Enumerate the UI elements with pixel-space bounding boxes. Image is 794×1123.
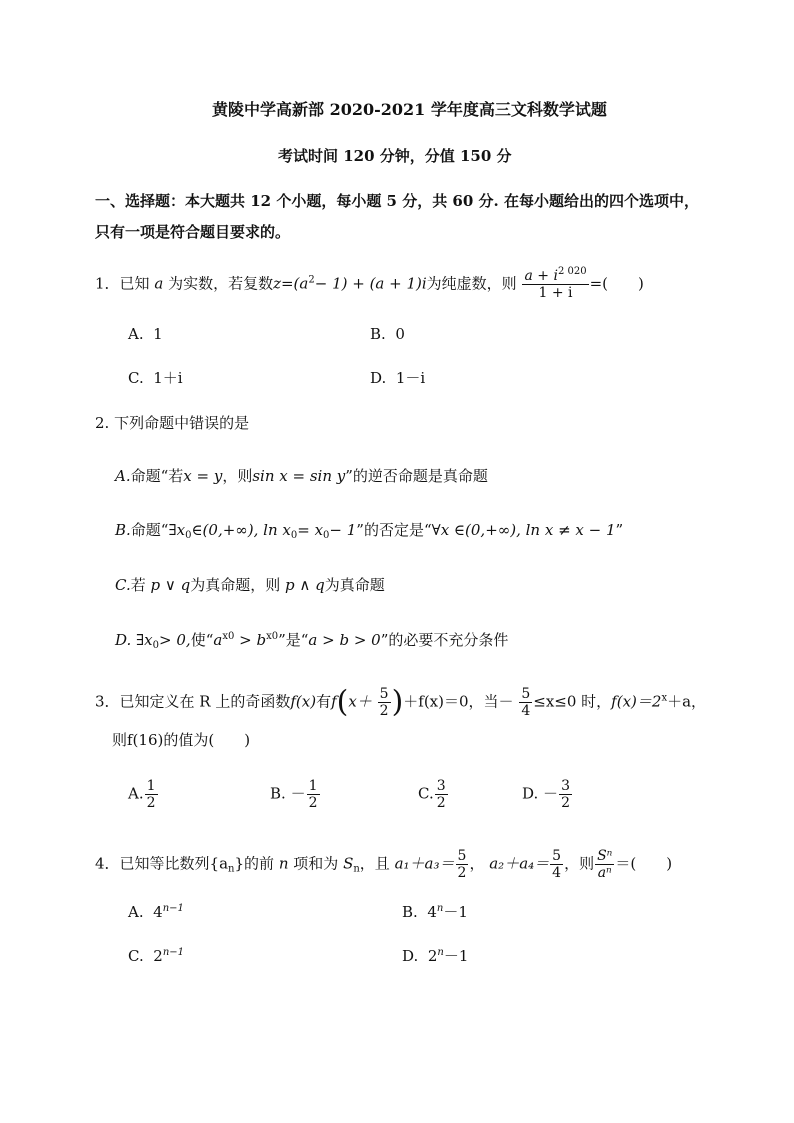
question-3-option-a: A. $\frac{1}{2}$ (128, 778, 156, 811)
question-4-option-a: A. $4^{n-1}$ (128, 903, 184, 921)
question-1-option-c: C. 1＋i (128, 369, 183, 387)
question-3-option-c: C. $\frac{3}{2}$ (418, 778, 446, 811)
question-2-stem: 2. 下列命题中错误的是 (95, 414, 250, 432)
question-4-option-b: B. $4^n-1$ (402, 903, 468, 921)
question-2-option-d: D. $\exists x_0> 0$,使“$a^{x0} > b^{x0}$”是“a > b > 0”的必要不充分条件 (115, 631, 509, 651)
question-1-fraction: $\frac{a + i^{2 020}}{1 + i}$ (524, 266, 587, 301)
question-4-fraction-a: $\frac{5}{2}$ (457, 848, 467, 881)
question-2-option-c: C.若 p ∨ q为真命题，则 p ∧ q为真命题 (115, 576, 385, 594)
question-4-fraction-c: $\frac{\text{Sⁿ}}{\text{aⁿ}}$ (597, 848, 613, 881)
exam-title: 黄陵中学高新部 2020-2021 学年度高三文科数学试题 (212, 100, 607, 119)
question-3-fraction-b: $\frac{5}{4}$ (521, 686, 531, 719)
question-1-option-a: A. 1 (128, 325, 163, 343)
question-3-stem: 3．已知定义在 R 上的奇函数f(x)有f(x＋ $\frac{5}{2}$ )＋f(x)＝0，当－ $\frac{5}{4}$ ≤x≤0 时，$f(x)=2^x+a$， (95, 684, 707, 720)
section-heading-line2: 只有一项是符合题目要求的。 (95, 223, 291, 241)
question-3-option-b: B. － $\frac{1}{2}$ (270, 778, 318, 811)
question-4-stem: 4．已知等比数列$\{a_n\}$的前 n 项和为 $S_n$，且 a₁＋a₃＝ $\frac{5}{2}$ ， a₂＋a₄＝ $\frac{5}{4}$ ，则 $\frac{\text{Sⁿ}}{\text{aⁿ}}$ ＝( ) (95, 848, 673, 881)
question-4-option-d: D. $2^n-1$ (402, 947, 469, 965)
question-1-option-b: B. 0 (370, 325, 405, 343)
question-3-stem-line2: 则f(16)的值为( ) (112, 731, 251, 749)
exam-subtitle: 考试时间 120 分钟，分值 150 分 (278, 147, 512, 165)
question-4-option-c: C. $2^{n-1}$ (128, 947, 184, 965)
section-heading-line1: 一、选择题：本大题共 12 个小题，每小题 5 分，共 60 分. 在每小题给出的四个选项中， (95, 192, 699, 210)
question-2-option-a: A.命题“若x = y，则sin x = sin y”的逆否命题是真命题 (115, 467, 488, 485)
question-3-option-d: D. － $\frac{3}{2}$ (522, 778, 570, 811)
question-3-fraction-a: $\frac{5}{2}$ (379, 686, 389, 719)
question-2-option-b: B.命题“$\exists x_0\in(0,+\infty)$, $\ln x_0= x_0- 1$”的否定是“∀x ∈(0,+∞), ln x ≠ x − 1” (115, 521, 624, 541)
question-1-stem: 1．已知 a 为实数，若复数$z=(a^2- 1) + (a + 1)i$为纯虚数，则 $\frac{a + i^{2 020}}{1 + i}$ =( ) (95, 266, 644, 301)
question-4-fraction-b: $\frac{5}{4}$ (552, 848, 562, 881)
question-1-option-d: D. 1－i (370, 369, 426, 387)
